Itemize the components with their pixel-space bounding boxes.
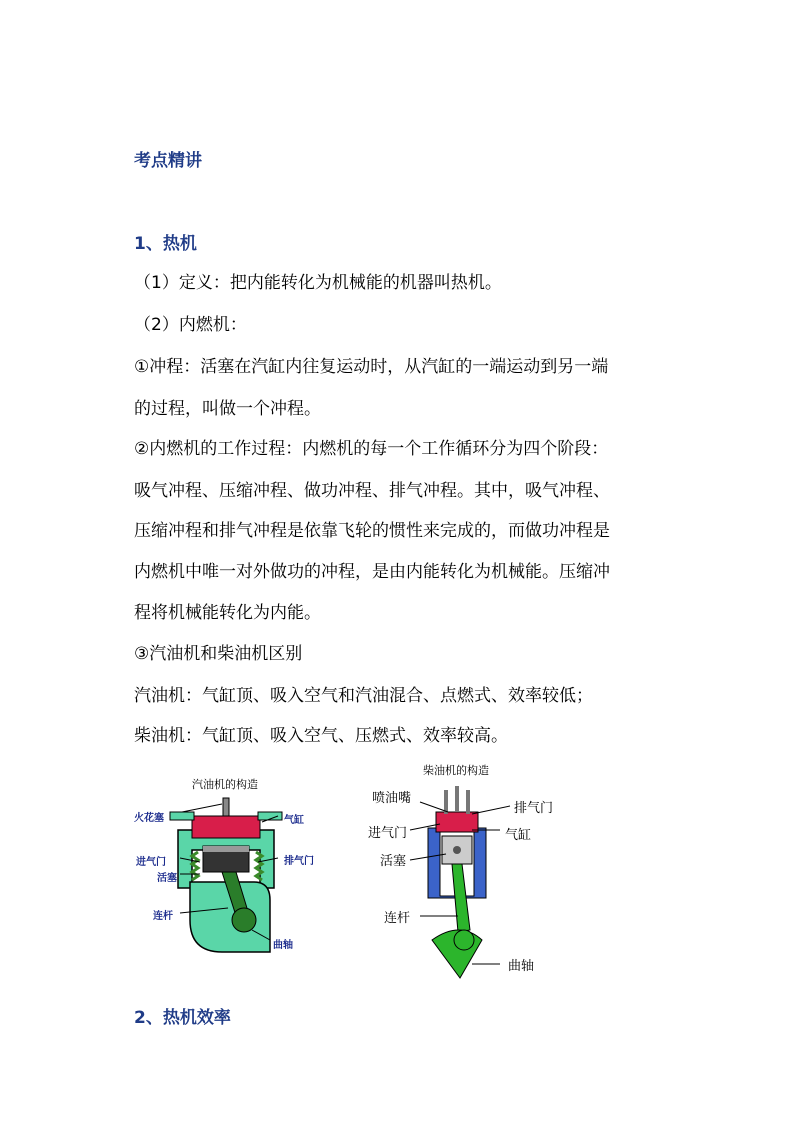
text-line: 压缩冲程和排气冲程是依靠飞轮的惯性来完成的，而做功冲程是 xyxy=(134,521,610,541)
text-line: 汽油机：气缸顶、吸入空气和汽油混合、点燃式、效率较低； xyxy=(134,686,593,706)
label-intake-valve: 进气门 xyxy=(136,857,166,868)
label-crankshaft-diesel: 曲轴 xyxy=(508,959,535,974)
label-cylinder: 气缸 xyxy=(284,815,304,826)
label-connecting-rod: 连杆 xyxy=(153,911,173,922)
label-intake-valve-diesel: 进气门 xyxy=(368,826,408,841)
label-spark-plug: 火花塞 xyxy=(134,813,164,824)
text-line: ②内燃机的工作过程：内燃机的每一个工作循环分为四个阶段： xyxy=(134,439,609,459)
heading-heat-engine: 1、热机 xyxy=(134,234,197,254)
text-line: 内燃机中唯一对外做功的冲程，是由内能转化为机械能。压缩冲 xyxy=(134,562,610,582)
label-piston: 活塞 xyxy=(157,873,177,884)
text-line: ①冲程：活塞在汽缸内往复运动时，从汽缸的一端运动到另一端 xyxy=(134,357,609,377)
label-piston-diesel: 活塞 xyxy=(380,854,407,869)
label-exhaust-valve-diesel: 排气门 xyxy=(514,801,554,816)
text-line: （1）定义：把内能转化为机械能的机器叫热机。 xyxy=(134,273,502,293)
text-line: 程将机械能转化为内能。 xyxy=(134,603,321,623)
label-cylinder-diesel: 气缸 xyxy=(505,828,532,843)
heading-efficiency: 2、热机效率 xyxy=(134,1008,231,1028)
gasoline-caption: 汽油机的构造 xyxy=(192,778,258,791)
label-injector: 喷油嘴 xyxy=(372,791,412,806)
text-line: 柴油机：气缸顶、吸入空气、压燃式、效率较高。 xyxy=(134,726,508,746)
label-exhaust-valve: 排气门 xyxy=(284,856,314,867)
diesel-caption: 柴油机的构造 xyxy=(423,764,489,777)
text-line: 的过程，叫做一个冲程。 xyxy=(134,399,321,419)
text-line: （2）内燃机： xyxy=(134,315,247,335)
section-title: 考点精讲 xyxy=(134,151,202,171)
diesel-engine-diagram xyxy=(360,780,590,990)
text-line: ③汽油机和柴油机区别 xyxy=(134,644,303,664)
label-crankshaft: 曲轴 xyxy=(273,940,293,951)
label-connecting-rod-diesel: 连杆 xyxy=(384,911,411,926)
text-line: 吸气冲程、压缩冲程、做功冲程、排气冲程。其中，吸气冲程、 xyxy=(134,481,610,501)
